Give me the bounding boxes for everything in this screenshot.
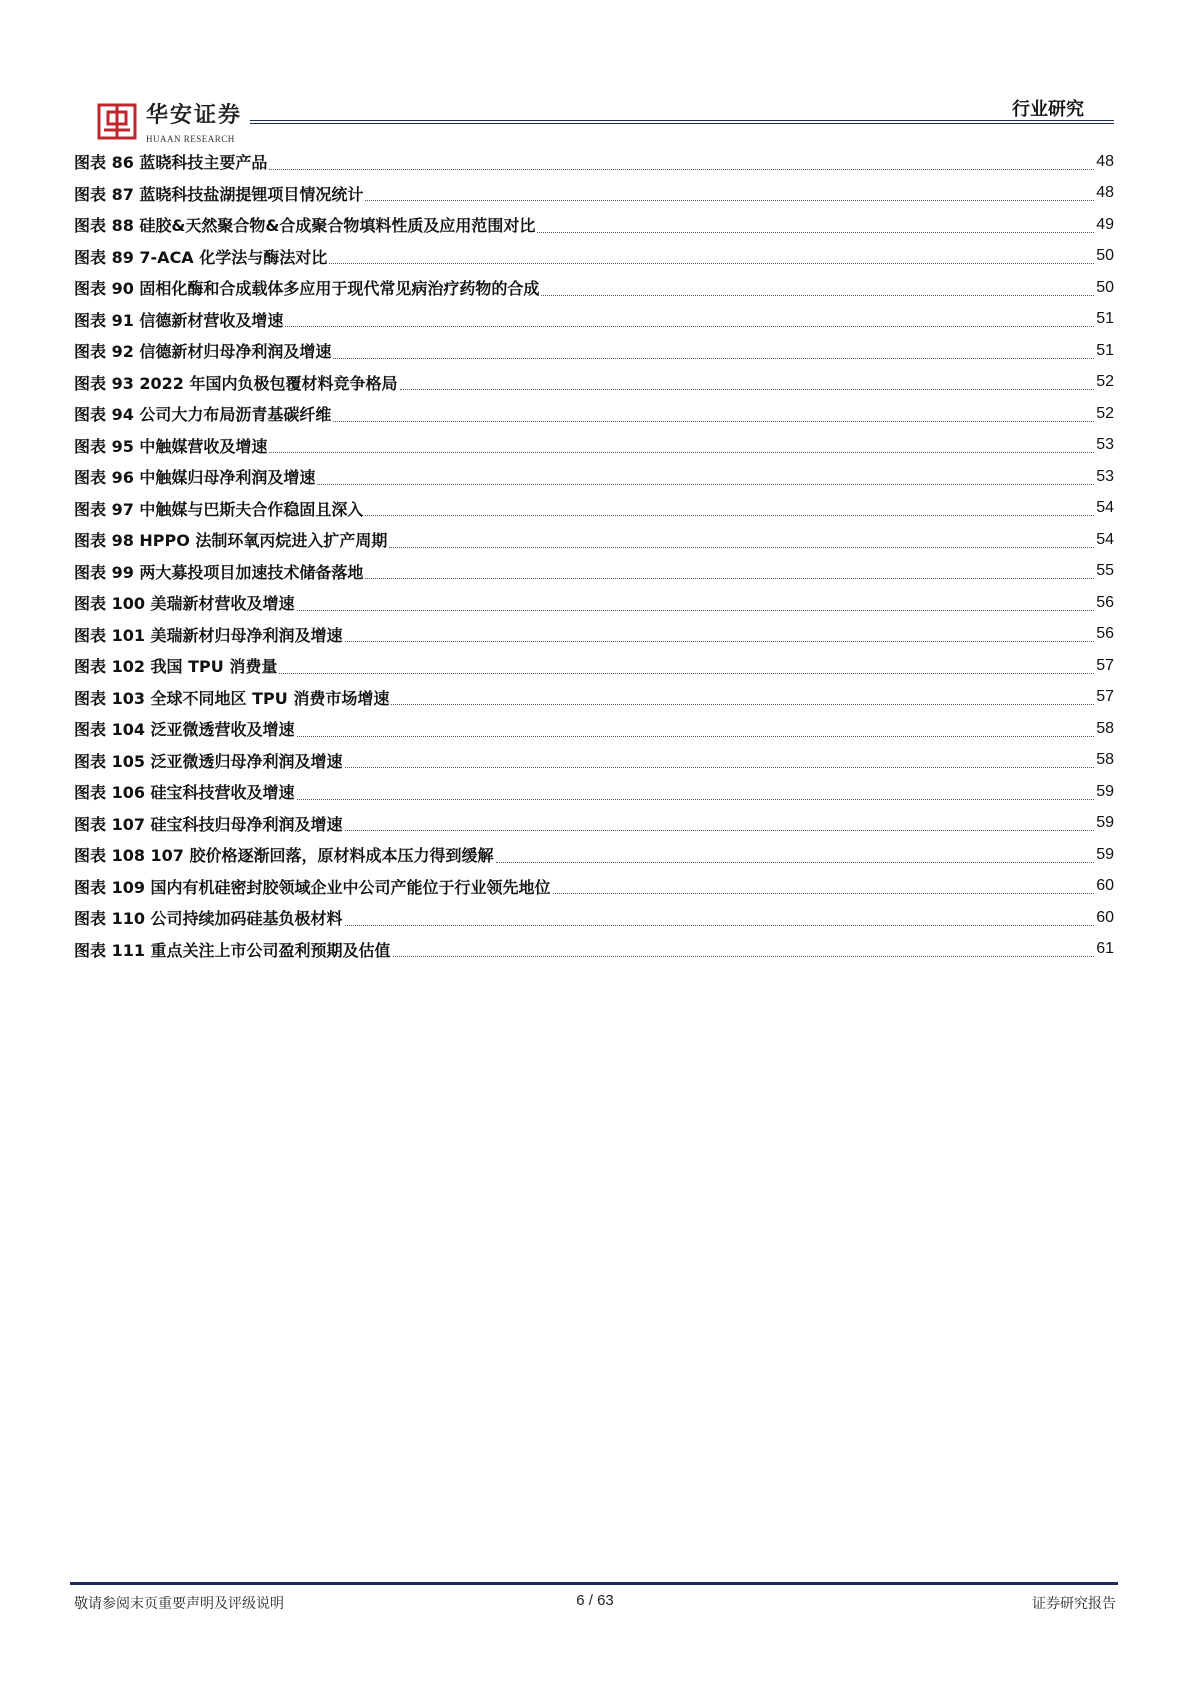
- toc-dot-leader: [345, 766, 1095, 768]
- toc-dot-leader: [297, 609, 1095, 611]
- toc-entry-label[interactable]: 图表 110 公司持续加码硅基负极材料: [74, 909, 343, 929]
- toc-dot-leader: [297, 735, 1095, 737]
- toc-entry-label[interactable]: 图表 94 公司大力布局沥青基碳纤维: [74, 405, 332, 425]
- toc-entry-page[interactable]: 59: [1096, 845, 1114, 863]
- figure-index-list: [74, 146, 1114, 965]
- footer-rule: [70, 1582, 1118, 1585]
- toc-entry-label[interactable]: 图表 91 信德新材营收及增速: [74, 310, 284, 330]
- toc-entry-page[interactable]: 55: [1096, 562, 1114, 580]
- toc-entry-page[interactable]: 60: [1096, 877, 1114, 895]
- page-indicator: 6 / 63: [576, 1592, 614, 1609]
- toc-entry-page[interactable]: 50: [1096, 278, 1114, 296]
- toc-dot-leader: [553, 892, 1095, 894]
- header-rule: [250, 120, 1114, 121]
- toc-dot-leader: [393, 955, 1095, 957]
- toc-entry-label[interactable]: 图表 98 HPPO 法制环氧丙烷进入扩产周期: [74, 531, 388, 551]
- toc-entry-label[interactable]: 图表 92 信德新材归母净利润及增速: [74, 342, 332, 362]
- toc-entry-label[interactable]: 图表 86 蓝晓科技主要产品: [74, 153, 268, 173]
- toc-entry[interactable]: [74, 146, 1114, 178]
- toc-entry-label[interactable]: 图表 90 固相化酶和合成载体多应用于现代常见病治疗药物的合成: [74, 279, 540, 299]
- toc-entry[interactable]: [74, 713, 1114, 745]
- toc-dot-leader: [333, 357, 1094, 359]
- toc-entry-page[interactable]: 54: [1096, 530, 1114, 548]
- toc-entry[interactable]: [74, 808, 1114, 840]
- toc-entry[interactable]: [74, 493, 1114, 525]
- toc-entry-page[interactable]: 50: [1096, 247, 1114, 265]
- toc-entry-label[interactable]: 图表 95 中触媒营收及增速: [74, 436, 268, 456]
- toc-entry[interactable]: [74, 587, 1114, 619]
- toc-entry-page[interactable]: 56: [1096, 593, 1114, 611]
- toc-entry-label[interactable]: 图表 108 107 胶价格逐渐回落，原材料成本压力得到缓解: [74, 846, 494, 866]
- toc-entry-page[interactable]: 52: [1096, 404, 1114, 422]
- toc-entry-label[interactable]: 图表 101 美瑞新材归母净利润及增速: [74, 625, 343, 645]
- toc-dot-leader: [279, 672, 1094, 674]
- toc-entry-page[interactable]: 48: [1096, 152, 1114, 170]
- toc-entry[interactable]: [74, 524, 1114, 556]
- toc-entry-page[interactable]: 58: [1096, 719, 1114, 737]
- toc-entry-label[interactable]: 图表 99 两大募投项目加速技术储备落地: [74, 562, 364, 582]
- toc-dot-leader: [345, 829, 1095, 831]
- toc-entry-label[interactable]: 图表 96 中触媒归母净利润及增速: [74, 468, 316, 488]
- footer-disclaimer: 敬请参阅末页重要声明及评级说明: [74, 1596, 284, 1612]
- toc-entry-label[interactable]: 图表 103 全球不同地区 TPU 消费市场增速: [74, 688, 390, 708]
- toc-entry[interactable]: [74, 367, 1114, 399]
- toc-entry[interactable]: [74, 304, 1114, 336]
- toc-dot-leader: [269, 451, 1094, 453]
- toc-entry-page[interactable]: 61: [1096, 940, 1114, 958]
- toc-entry-label[interactable]: 图表 107 硅宝科技归母净利润及增速: [74, 814, 343, 834]
- brand-name-cn: 华安证券: [146, 102, 243, 128]
- toc-entry-page[interactable]: 59: [1096, 782, 1114, 800]
- toc-dot-leader: [400, 388, 1095, 390]
- toc-entry-page[interactable]: 49: [1096, 215, 1114, 233]
- toc-entry[interactable]: [74, 272, 1114, 304]
- toc-entry[interactable]: [74, 682, 1114, 714]
- toc-entry-label[interactable]: 图表 106 硅宝科技营收及增速: [74, 783, 295, 803]
- toc-entry[interactable]: [74, 776, 1114, 808]
- toc-dot-leader: [365, 199, 1094, 201]
- toc-entry[interactable]: [74, 902, 1114, 934]
- toc-entry[interactable]: [74, 619, 1114, 651]
- toc-entry-label[interactable]: 图表 93 2022 年国内负极包覆材料竞争格局: [74, 373, 398, 393]
- section-tag: 行业研究: [1012, 99, 1084, 120]
- toc-entry[interactable]: [74, 398, 1114, 430]
- toc-entry[interactable]: [74, 556, 1114, 588]
- toc-dot-leader: [317, 483, 1094, 485]
- toc-entry-label[interactable]: 图表 97 中触媒与巴斯夫合作稳固且深入: [74, 499, 364, 519]
- toc-entry-label[interactable]: 图表 100 美瑞新材营收及增速: [74, 594, 295, 614]
- toc-dot-leader: [365, 577, 1094, 579]
- toc-entry-page[interactable]: 59: [1096, 814, 1114, 832]
- toc-entry-label[interactable]: 图表 89 7-ACA 化学法与酶法对比: [74, 247, 328, 267]
- toc-dot-leader: [541, 294, 1094, 296]
- toc-entry-label[interactable]: 图表 102 我国 TPU 消费量: [74, 657, 278, 677]
- toc-entry[interactable]: [74, 335, 1114, 367]
- toc-entry[interactable]: [74, 871, 1114, 903]
- toc-entry-label[interactable]: 图表 104 泛亚微透营收及增速: [74, 720, 295, 740]
- toc-entry[interactable]: [74, 650, 1114, 682]
- toc-entry-label[interactable]: 图表 87 蓝晓科技盐湖提锂项目情况统计: [74, 184, 364, 204]
- toc-entry-page[interactable]: 60: [1096, 908, 1114, 926]
- toc-entry[interactable]: [74, 209, 1114, 241]
- toc-entry-page[interactable]: 57: [1096, 688, 1114, 706]
- huaan-logo: [96, 103, 140, 141]
- toc-entry-page[interactable]: 52: [1096, 373, 1114, 391]
- toc-dot-leader: [333, 420, 1094, 422]
- toc-dot-leader: [537, 231, 1094, 233]
- toc-entry-label[interactable]: 图表 111 重点关注上市公司盈利预期及估值: [74, 940, 391, 960]
- toc-dot-leader: [389, 546, 1094, 548]
- brand-name-en: HUAAN RESEARCH: [146, 134, 235, 144]
- toc-dot-leader: [496, 861, 1095, 863]
- toc-entry-label[interactable]: 图表 109 国内有机硅密封胶领域企业中公司产能位于行业领先地位: [74, 877, 551, 897]
- toc-entry[interactable]: [74, 745, 1114, 777]
- toc-entry[interactable]: [74, 934, 1114, 966]
- toc-dot-leader: [329, 262, 1094, 264]
- toc-dot-leader: [345, 924, 1095, 926]
- toc-entry-page[interactable]: 56: [1096, 625, 1114, 643]
- toc-dot-leader: [297, 798, 1095, 800]
- toc-entry-label[interactable]: 图表 88 硅胶&天然聚合物&合成聚合物填料性质及应用范围对比: [74, 216, 536, 236]
- toc-entry-page[interactable]: 57: [1096, 656, 1114, 674]
- toc-dot-leader: [391, 703, 1094, 705]
- toc-entry-page[interactable]: 53: [1096, 436, 1114, 454]
- toc-entry-page[interactable]: 51: [1096, 341, 1114, 359]
- toc-entry[interactable]: [74, 241, 1114, 273]
- toc-entry-page[interactable]: 53: [1096, 467, 1114, 485]
- toc-entry-page[interactable]: 54: [1096, 499, 1114, 517]
- toc-entry[interactable]: [74, 430, 1114, 462]
- toc-entry[interactable]: [74, 461, 1114, 493]
- toc-entry[interactable]: [74, 839, 1114, 871]
- footer-report-type: 证券研究报告: [1032, 1596, 1116, 1612]
- toc-entry-page[interactable]: 58: [1096, 751, 1114, 769]
- toc-entry[interactable]: [74, 178, 1114, 210]
- toc-dot-leader: [345, 640, 1095, 642]
- header-rule-secondary: [250, 123, 1114, 124]
- toc-dot-leader: [365, 514, 1094, 516]
- toc-entry-page[interactable]: 48: [1096, 184, 1114, 202]
- toc-entry-label[interactable]: 图表 105 泛亚微透归母净利润及增速: [74, 751, 343, 771]
- toc-dot-leader: [269, 168, 1094, 170]
- toc-entry-page[interactable]: 51: [1096, 310, 1114, 328]
- toc-dot-leader: [285, 325, 1094, 327]
